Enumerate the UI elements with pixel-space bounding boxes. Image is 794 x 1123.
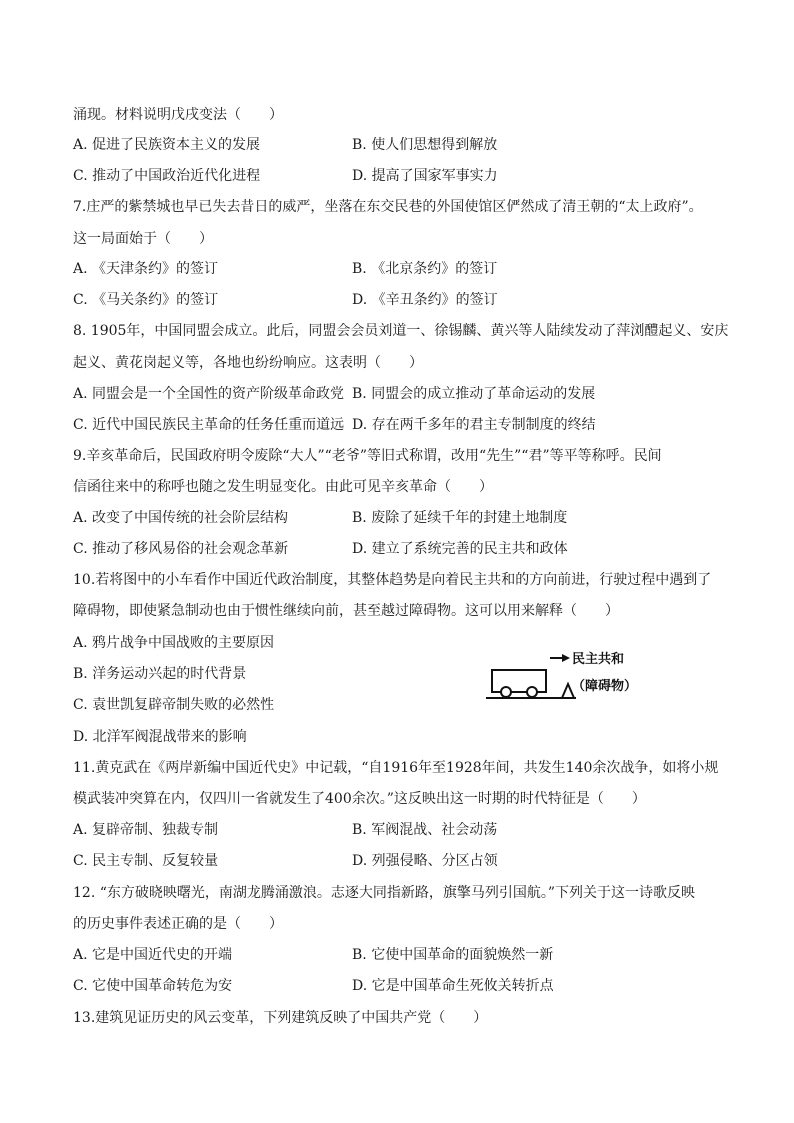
q10-option-c: C. 袁世凯复辟帝制失败的必然性 <box>73 697 275 713</box>
q9-option-b: B. 废除了延续千年的封建土地制度 <box>352 510 568 526</box>
q12-option-d: D. 它是中国革命生死攸关转折点 <box>352 978 554 994</box>
obstacle-label: （障碍物） <box>572 679 638 694</box>
q12-stem-line-2: 的历史事件表述正确的是（ ） <box>73 916 283 932</box>
q12-stem-line-1: 12. “东方破晓映曙光，南湖龙腾涌激浪。志逐大同指新路，旗擎马列引国航。”下列关于这一诗歌反映 <box>73 885 696 901</box>
q9-stem-line-1: 9.辛亥革命后，民国政府明令废除“大人”“老爷”等旧式称谓，改用“先生”“君”等平等称呼。民间 <box>73 448 662 464</box>
q6-option-b: B. 使人们思想得到解放 <box>352 137 498 153</box>
q6-option-a: A. 促进了民族资本主义的发展 <box>73 137 261 153</box>
cart-body <box>492 670 546 692</box>
q6-stem: 涌现。材料说明戊戌变法（ ） <box>73 107 283 123</box>
q8-option-d: D. 存在两千多年的君主专制制度的终结 <box>352 417 596 433</box>
cart-wheel-right <box>527 687 537 697</box>
q7-option-d: D. 《辛丑条约》的签订 <box>352 292 498 308</box>
q8-option-c: C. 近代中国民族民主革命的任务任重而道远 <box>73 417 345 433</box>
q6-option-d: D. 提高了国家军事实力 <box>352 168 498 184</box>
q12-option-b: B. 它使中国革命的面貌焕然一新 <box>352 947 554 963</box>
q11-stem-line-2: 模武装冲突算在内，仅四川一省就发生了400余次。”这反映出这一时期的时代特征是（ ） <box>73 791 646 807</box>
q7-stem-line-2: 这一局面始于（ ） <box>73 231 213 247</box>
q7-option-c: C. 《马关条约》的签订 <box>73 292 219 308</box>
cart-wheel-left <box>501 687 511 697</box>
q11-option-b: B. 军阀混战、社会动荡 <box>352 822 498 838</box>
q7-option-b: B. 《北京条约》的签订 <box>352 261 498 277</box>
q7-option-a: A. 《天津条约》的签订 <box>73 261 219 277</box>
direction-label: 民主共和 <box>572 652 625 667</box>
q12-option-c: C. 它使中国革命转危为安 <box>73 978 233 994</box>
cart-obstacle-diagram <box>484 646 644 708</box>
q10-option-d: D. 北洋军阀混战带来的影响 <box>73 729 247 745</box>
q12-option-a: A. 它是中国近代史的开端 <box>73 947 233 963</box>
q9-stem-line-2: 信函往来中的称呼也随之发生明显变化。由此可见辛亥革命（ ） <box>73 479 493 495</box>
q10-stem-line-2: 障碍物，即使紧急制动也由于惯性继续向前，甚至越过障碍物。这可以用来解释（ ） <box>73 603 619 619</box>
q10-stem-line-1: 10.若将图中的小车看作中国近代政治制度，其整体趋势是向着民主共和的方向前进，行驶过程中遇到了 <box>73 572 712 588</box>
q8-stem-line-1: 8. 1905年，中国同盟会成立。此后，同盟会会员刘道一、徐锡麟、黄兴等人陆续发动了萍浏醴起义、安庆 <box>73 323 729 339</box>
q13-stem-line-1: 13.建筑见证历史的风云变革，下列建筑反映了中国共产党（ ） <box>73 1010 488 1026</box>
q8-option-b: B. 同盟会的成立推动了革命运动的发展 <box>352 386 596 402</box>
q11-option-a: A. 复辟帝制、独裁专制 <box>73 822 219 838</box>
direction-arrow-head <box>562 654 570 662</box>
q10-option-b: B. 洋务运动兴起的时代背景 <box>73 666 247 682</box>
q9-option-c: C. 推动了移风易俗的社会观念革新 <box>73 541 289 557</box>
q9-option-a: A. 改变了中国传统的社会阶层结构 <box>73 510 289 526</box>
q11-stem-line-1: 11.黄克武在《两岸新编中国近代史》中记载，“自1916年至1928年间，共发生140余次战争，如将小规 <box>73 760 719 776</box>
q8-stem-line-2: 起义、黄花岗起义等，各地也纷纷响应。这表明（ ） <box>73 355 423 371</box>
q6-option-c: C. 推动了中国政治近代化进程 <box>73 168 261 184</box>
q11-option-d: D. 列强侵略、分区占领 <box>352 853 498 869</box>
q9-option-d: D. 建立了系统完善的民主共和政体 <box>352 541 568 557</box>
q7-stem-line-1: 7.庄严的紫禁城也早已失去昔日的威严，坐落在东交民巷的外国使馆区俨然成了清王朝的“太上政府”。 <box>73 199 703 215</box>
q10-option-a: A. 鸦片战争中国战败的主要原因 <box>73 635 275 651</box>
q11-option-c: C. 民主专制、反复较量 <box>73 853 219 869</box>
q8-option-a: A. 同盟会是一个全国性的资产阶级革命政党 <box>73 386 345 402</box>
